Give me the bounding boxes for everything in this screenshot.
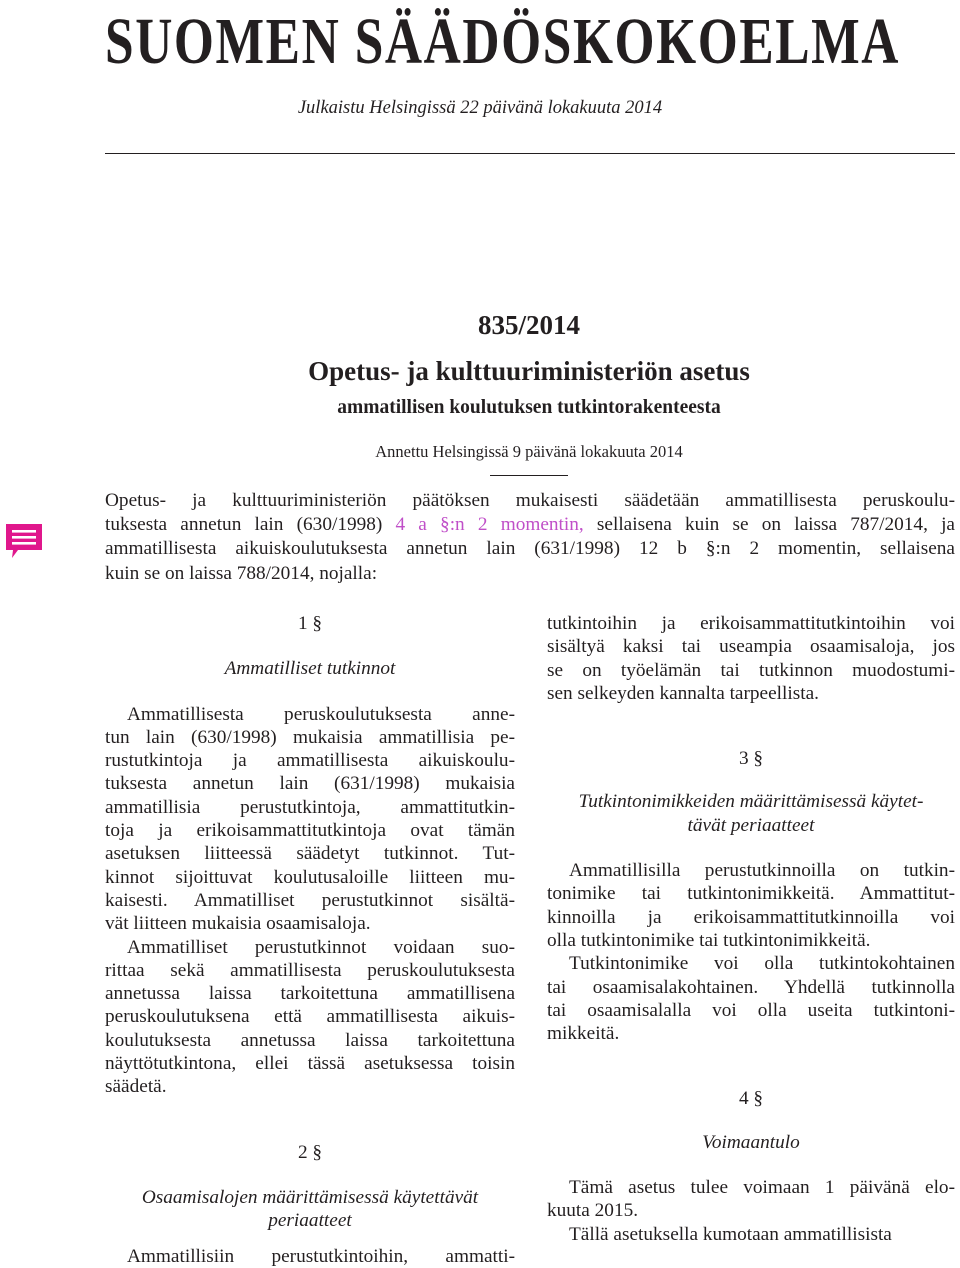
text-line: Tällä asetuksella kumotaan ammatillisista [569, 1223, 892, 1245]
statute-subtitle: ammatillisen koulutuksen tutkintorakenteesta [337, 397, 721, 418]
text-line: mikkeitä. [547, 1023, 620, 1045]
text-line: se on työelämän tai tutkinnon muodostumi- [547, 659, 955, 681]
text-line: rustutkintoja ja ammatillisesta aikuiskoulu- [105, 750, 515, 772]
text-line: vät liitteen mukaisia osaamisaloja. [105, 913, 371, 935]
text-line: toja ja erikoisammattitutkintoja ovat tämän [105, 820, 515, 842]
preamble [105, 489, 955, 586]
section-heading: tävät periaatteet [687, 814, 815, 836]
paragraph [547, 1176, 955, 1223]
right-column [547, 612, 955, 1246]
given-date: Annettu Helsingissä 9 päivänä lokakuuta 2014 [375, 442, 683, 461]
masthead: SUOMEN SÄÄDÖSKOKOELMA [105, 5, 901, 78]
text-line: sisältyä kaksi tai useampia osaamisaloja, jos [547, 636, 955, 658]
comment-icon[interactable] [4, 522, 44, 562]
publication-line: Julkaistu Helsingissä 22 päivänä lokakuuta 2014 [297, 98, 663, 118]
preamble-line: kuin se on laissa 788/2014, nojalla: [105, 562, 378, 584]
text-line: Ammatillisilla perustutkinnoilla on tutkin- [569, 860, 955, 882]
text-line: kuuta 2015. [547, 1200, 639, 1222]
text-line: tuksesta annetun lain (631/1998) mukaisia [105, 773, 515, 795]
text-line: olla tutkintonimike tai tutkintonimikkeitä. [547, 929, 871, 951]
section-heading: periaatteet [268, 1210, 352, 1232]
text-line: kinnoilla ja erikoisammattitutkinnoilla voi [547, 906, 955, 928]
text-line: kinnot sijoittuvat koulutusaloille liitteen mu- [105, 866, 515, 888]
left-column [105, 612, 515, 1268]
paragraph [105, 936, 515, 1099]
section-number: 4 § [738, 1088, 764, 1110]
text-line: Tutkintonimike voi olla tutkintokohtainen [569, 953, 955, 975]
preamble-line: Opetus- ja kulttuuriministeriön päätöksen mukaisesti säädetään ammatillisesta peruskoulu- [105, 490, 955, 511]
section-heading: Osaamisalojen määrittämisessä käytettävät [141, 1186, 479, 1208]
text-line: ammatillisia perustutkintoja, ammattitutkin- [105, 796, 515, 818]
text-line: annetussa laissa tarkoitettuna ammatillisena [105, 983, 515, 1005]
text-line: koulutuksesta annetussa laissa tarkoitettuna [105, 1029, 515, 1051]
section-heading: Voimaantulo [702, 1131, 800, 1153]
text-line: tonimike tai tutkintonimikkeitä. Ammattitut- [547, 883, 955, 905]
text-line: näyttötutkintona, ellei tässä asetuksessa toisin [105, 1053, 515, 1075]
section-heading: Ammatilliset tutkinnot [224, 658, 396, 680]
top-rule [105, 153, 955, 154]
section-reference-link[interactable]: 4 a §:n 2 momentin, [395, 514, 584, 536]
statute-title: Opetus- ja kulttuuriministeriön asetus [308, 356, 750, 386]
paragraph [547, 612, 955, 705]
text-line: tai osaamisalalla voi olla useita tutkintoni- [547, 999, 955, 1021]
section-number: 2 § [297, 1141, 323, 1163]
text-line: Tämä asetus tulee voimaan 1 päivänä elo- [569, 1177, 955, 1199]
text-line: sen selkeyden kannalta tarpeellista. [547, 682, 819, 704]
text-line: asetuksen liitteessä säädetyt tutkinnot. Tut- [105, 843, 515, 865]
text-line: tutkintoihin ja erikoisammattitutkintoihin voi [547, 613, 955, 634]
text-line: peruskoulutuksena että ammatillisesta aikuis- [105, 1006, 515, 1028]
paragraph [547, 1223, 955, 1246]
section-number: 1 § [297, 613, 323, 634]
paragraph [547, 952, 955, 1045]
preamble-line: ammatillisesta aikuiskoulutuksesta annetun lain (631/1998) 12 b §:n 2 momentin, sellaisena [105, 538, 955, 560]
preamble-line: tuksesta annetun lain (630/1998) 4 a §:n 2 momentin, sellaisena kuin se on laissa 787/2014, ja [105, 514, 955, 536]
paragraph [547, 859, 955, 952]
text-line: Ammatillisiin perustutkintoihin, ammatti- [127, 1245, 515, 1267]
text-line: tun lain (630/1998) mukaisia ammatillisia pe- [105, 726, 515, 748]
text-line: säädetä. [105, 1076, 167, 1098]
statute-number: 835/2014 [477, 310, 580, 340]
text-line: tai osaamisalakohtainen. Yhdellä tutkinnolla [547, 976, 955, 998]
text-line: kaisesti. Ammatilliset perustutkinnot sisältä- [105, 889, 515, 911]
paragraph [105, 703, 515, 936]
short-rule [490, 475, 568, 476]
section-number: 3 § [738, 748, 764, 770]
section-heading: Tutkintonimikkeiden määrittämisessä käytet- [578, 791, 924, 813]
text-line: rittaa sekä ammatillisesta peruskoulutuksesta [105, 959, 515, 981]
text-line: Ammatillisesta peruskoulutuksesta anne- [127, 703, 515, 725]
text-line: Ammatilliset perustutkinnot voidaan suo- [127, 936, 515, 958]
